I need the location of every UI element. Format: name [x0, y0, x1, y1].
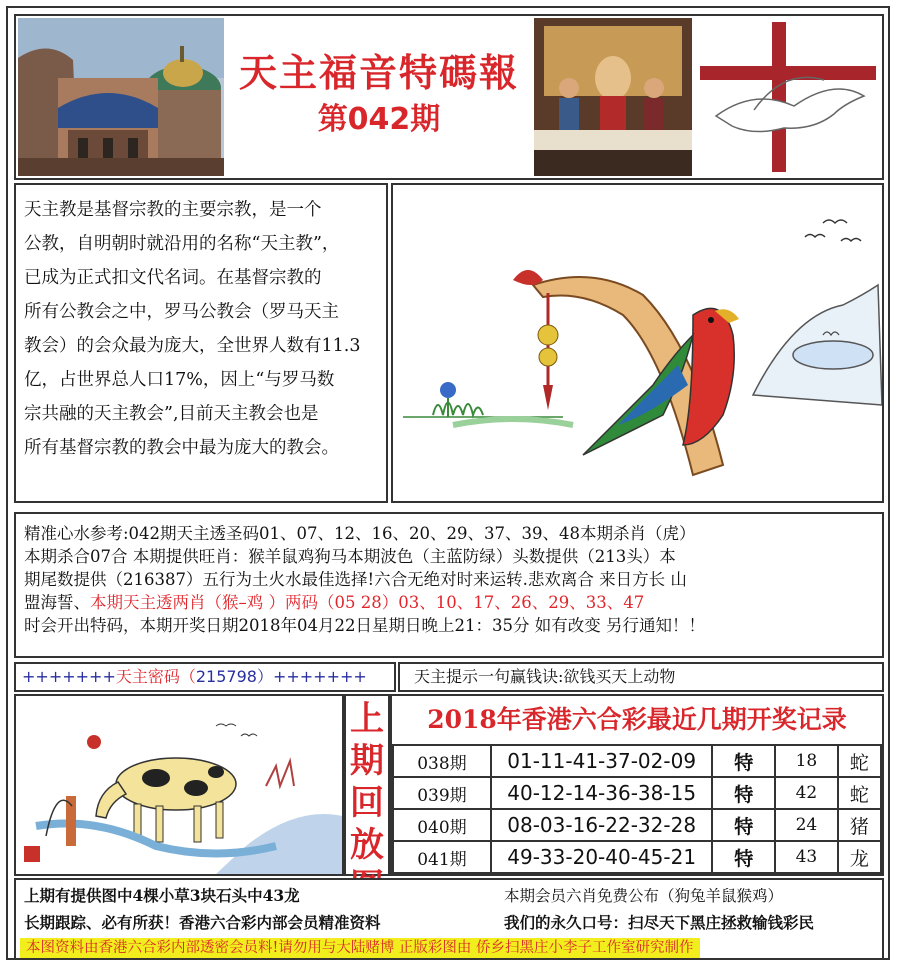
period-cell: 039期 [393, 777, 491, 809]
records-row [393, 841, 881, 873]
intro-line: 已成为正式扣文代名词。在基督宗教的 [24, 268, 322, 288]
reference-line: 时会开出特码，本期开奖日期2018年04月22日星期日晚上21：35分 如有改变 另行通知！！ [24, 616, 705, 635]
special-label-cell: 特 [712, 809, 775, 841]
secret-suffix: ）+++++++ [256, 667, 367, 686]
period-cell: 041期 [393, 841, 491, 873]
intro-line: 所有公教会之中，罗马公教会（罗马天主 [24, 302, 339, 322]
intro-line: 宗共融的天主教会”,目前天主教会也是 [24, 404, 319, 424]
cross-dove-image [694, 18, 882, 176]
secret-code: 215798 [195, 667, 257, 686]
page-title: 天主福音特碼報 [238, 51, 519, 95]
secret-prefix: +++++++ [22, 667, 116, 686]
special-number-cell: 43 [775, 841, 838, 873]
special-label-cell: 特 [712, 777, 775, 809]
numbers-cell: 49-33-20-40-45-21 [491, 841, 713, 873]
intro-line: 亿，占世界总人口17%，因上“与罗马数 [24, 370, 335, 390]
records-title: 2018年香港六合彩最近几期开奖记录 [427, 705, 847, 734]
footer-right-1: 本期会员六肖免费公布（狗兔羊鼠猴鸡） [504, 887, 784, 905]
church-image [18, 18, 224, 176]
cow-illustration-panel [14, 694, 344, 876]
footer-left-1: 上期有提供图中4棵小草3块石头中43龙 [24, 886, 300, 905]
zodiac-cell: 蛇 [838, 777, 881, 809]
special-label-cell: 特 [712, 841, 775, 873]
period-cell: 038期 [393, 745, 491, 777]
replay-char: 上 [350, 699, 384, 739]
hint-text: 天主提示一句赢钱诀:欲钱买天上动物 [414, 667, 676, 686]
records-row [393, 809, 881, 841]
footer-panel [14, 878, 884, 960]
intro-line: 教会）的会众最为庞大，全世界人数有11.3 [24, 336, 361, 356]
reference-panel [14, 512, 884, 658]
bird-illustration-panel [391, 183, 884, 503]
intro-line: 公教，自明朝时就沿用的名称“天主教”， [24, 234, 340, 254]
records-row [393, 777, 881, 809]
cow-illustration [16, 696, 342, 874]
reference-line: 本期杀合07合 本期提供旺肖：猴羊鼠鸡狗马本期波色（主蓝防绿）头数提供（213头）本 [24, 547, 676, 566]
special-number-cell: 24 [775, 809, 838, 841]
reference-highlight: 本期天主透两肖（猴–鸡 ）两码（05 28）03、10、17、26、29、33、47 [90, 593, 645, 612]
header [14, 14, 884, 180]
intro-line: 天主教是基督宗教的主要宗教，是一个 [24, 200, 322, 220]
reference-text: 盟海誓、 [24, 593, 90, 612]
intro-line: 所有基督宗教的教会中最为庞大的教会。 [24, 438, 339, 458]
intro-panel [14, 183, 388, 503]
replay-char: 回 [350, 783, 384, 823]
period-cell: 040期 [393, 809, 491, 841]
numbers-cell: 08-03-16-22-32-28 [491, 809, 713, 841]
reference-line: 期尾数提供（216387）五行为土火水最佳选择!六合无绝对时来运转.悲欢离合 来日方长 山 [24, 570, 687, 589]
zodiac-cell: 蛇 [838, 745, 881, 777]
records-table [392, 744, 882, 874]
records-row [393, 745, 881, 777]
numbers-cell: 01-11-41-37-02-09 [491, 745, 713, 777]
special-number-cell: 42 [775, 777, 838, 809]
secret-label: 天主密码（ [115, 667, 196, 686]
reference-line [24, 591, 882, 614]
secret-code-panel [14, 662, 396, 692]
replay-label-panel [344, 694, 390, 876]
records-panel [390, 694, 884, 876]
reference-line: 精准心水参考:042期天主透圣码01、07、12、16、20、29、37、39、48本期杀肖（虎） [24, 524, 696, 543]
parrot-illustration [393, 185, 882, 501]
replay-char: 期 [350, 741, 384, 781]
replay-char: 放 [350, 825, 384, 865]
numbers-cell: 40-12-14-36-38-15 [491, 777, 713, 809]
special-number-cell: 18 [775, 745, 838, 777]
zodiac-cell: 龙 [838, 841, 881, 873]
footer-banner: 本图资料由香港六合彩内部透密会员料!请勿用与大陆赌博 正版彩图由 侨乡扫黑庄小李子工作室研究制作 [20, 938, 700, 958]
last-supper-image [534, 18, 692, 176]
special-label-cell: 特 [712, 745, 775, 777]
hint-panel [398, 662, 884, 692]
issue-number: 第042期 [317, 102, 441, 137]
footer-left-2: 长期跟踪、必有所获！香港六合彩内部会员精准资料 [24, 913, 381, 932]
replay-label [346, 698, 388, 908]
zodiac-cell: 猪 [838, 809, 881, 841]
footer-right-2: 我们的永久口号：扫尽天下黑庄拯救输钱彩民 [504, 913, 815, 932]
